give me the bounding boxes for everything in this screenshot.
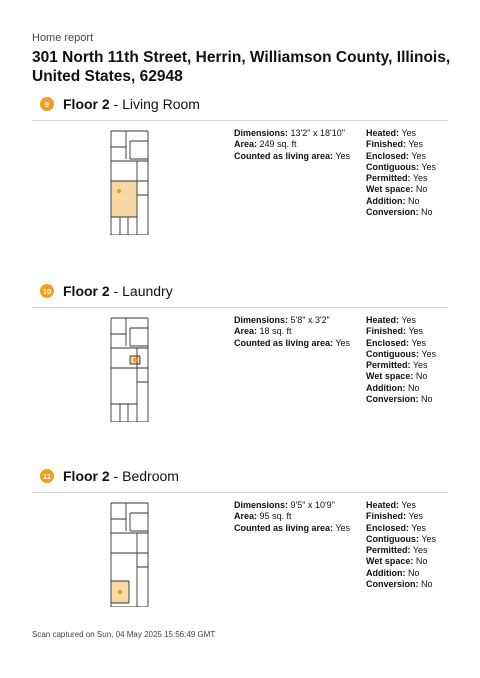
room-number-badge: 9 [40,97,54,111]
room-name: Bedroom [122,468,179,484]
section-divider [32,492,448,493]
floor-plan-thumbnail [100,501,160,607]
room-attributes: Heated: Yes Finished: Yes Enclosed: Yes Contiguous: Yes Permitted: Yes Wet space: No Addition: No Conversion: No [366,500,437,590]
room-title [63,96,200,112]
room-location-marker [118,590,122,594]
room-floor: Floor 2 [63,468,110,484]
room-location-marker [117,189,121,193]
area-value: 249 sq. ft [259,139,297,150]
section-divider [32,307,448,308]
room-attributes: Heated: Yes Finished: Yes Enclosed: Yes Contiguous: Yes Permitted: Yes Wet space: No Addition: No Conversion: No [366,315,437,405]
scan-timestamp: Scan captured on Sun, 04 May 2025 15:56:49 GMT [32,630,216,639]
room-number-badge: 10 [40,284,54,298]
area-value: 95 sq. ft [259,511,292,522]
section-divider [32,120,448,121]
floor-plan-walls [111,318,148,422]
dimensions-value: 13'2" x 18'10" [290,128,345,138]
room-number-badge: 11 [40,469,54,483]
title-separator: - [109,283,123,299]
room-section-bedroom [32,468,448,590]
living-area-value: Yes [335,150,351,161]
floor-plan-thumbnail [100,316,160,422]
room-header [32,283,448,305]
title-separator: - [109,96,123,112]
report-label: Home report [32,32,94,44]
room-details: Dimensions: 5'8" x 3'2" Area: 18 sq. ft Counted as living area: Yes [234,315,351,348]
room-header [32,468,448,490]
room-attributes: Heated: Yes Finished: Yes Enclosed: Yes Contiguous: Yes Permitted: Yes Wet space: No Addition: No Conversion: No [366,128,437,218]
room-details: Dimensions: 13'2" x 18'10" Area: 249 sq. ft Counted as living area: Yes [234,128,351,161]
room-title [63,468,179,484]
dimensions-value: 9'5" x 10'9" [290,500,335,510]
property-address: 301 North 11th Street, Herrin, Williamson County, Illinois, United States, 62948 [32,49,451,85]
floor-plan-thumbnail [100,129,160,235]
room-details: Dimensions: 9'5" x 10'9" Area: 95 sq. ft Counted as living area: Yes [234,500,351,533]
room-name: Laundry [122,283,173,299]
room-floor: Floor 2 [63,283,110,299]
area-value: 18 sq. ft [259,326,292,337]
room-location-marker [133,358,137,362]
highlighted-room [111,181,137,217]
room-section-living-room [32,96,448,218]
dimensions-value: 5'8" x 3'2" [290,315,330,325]
room-floor: Floor 2 [63,96,110,112]
room-header [32,96,448,118]
room-name: Living Room [122,96,200,112]
room-section-laundry [32,283,448,405]
room-title [63,283,173,299]
living-area-value: Yes [335,522,351,533]
living-area-value: Yes [335,337,351,348]
title-separator: - [109,468,123,484]
